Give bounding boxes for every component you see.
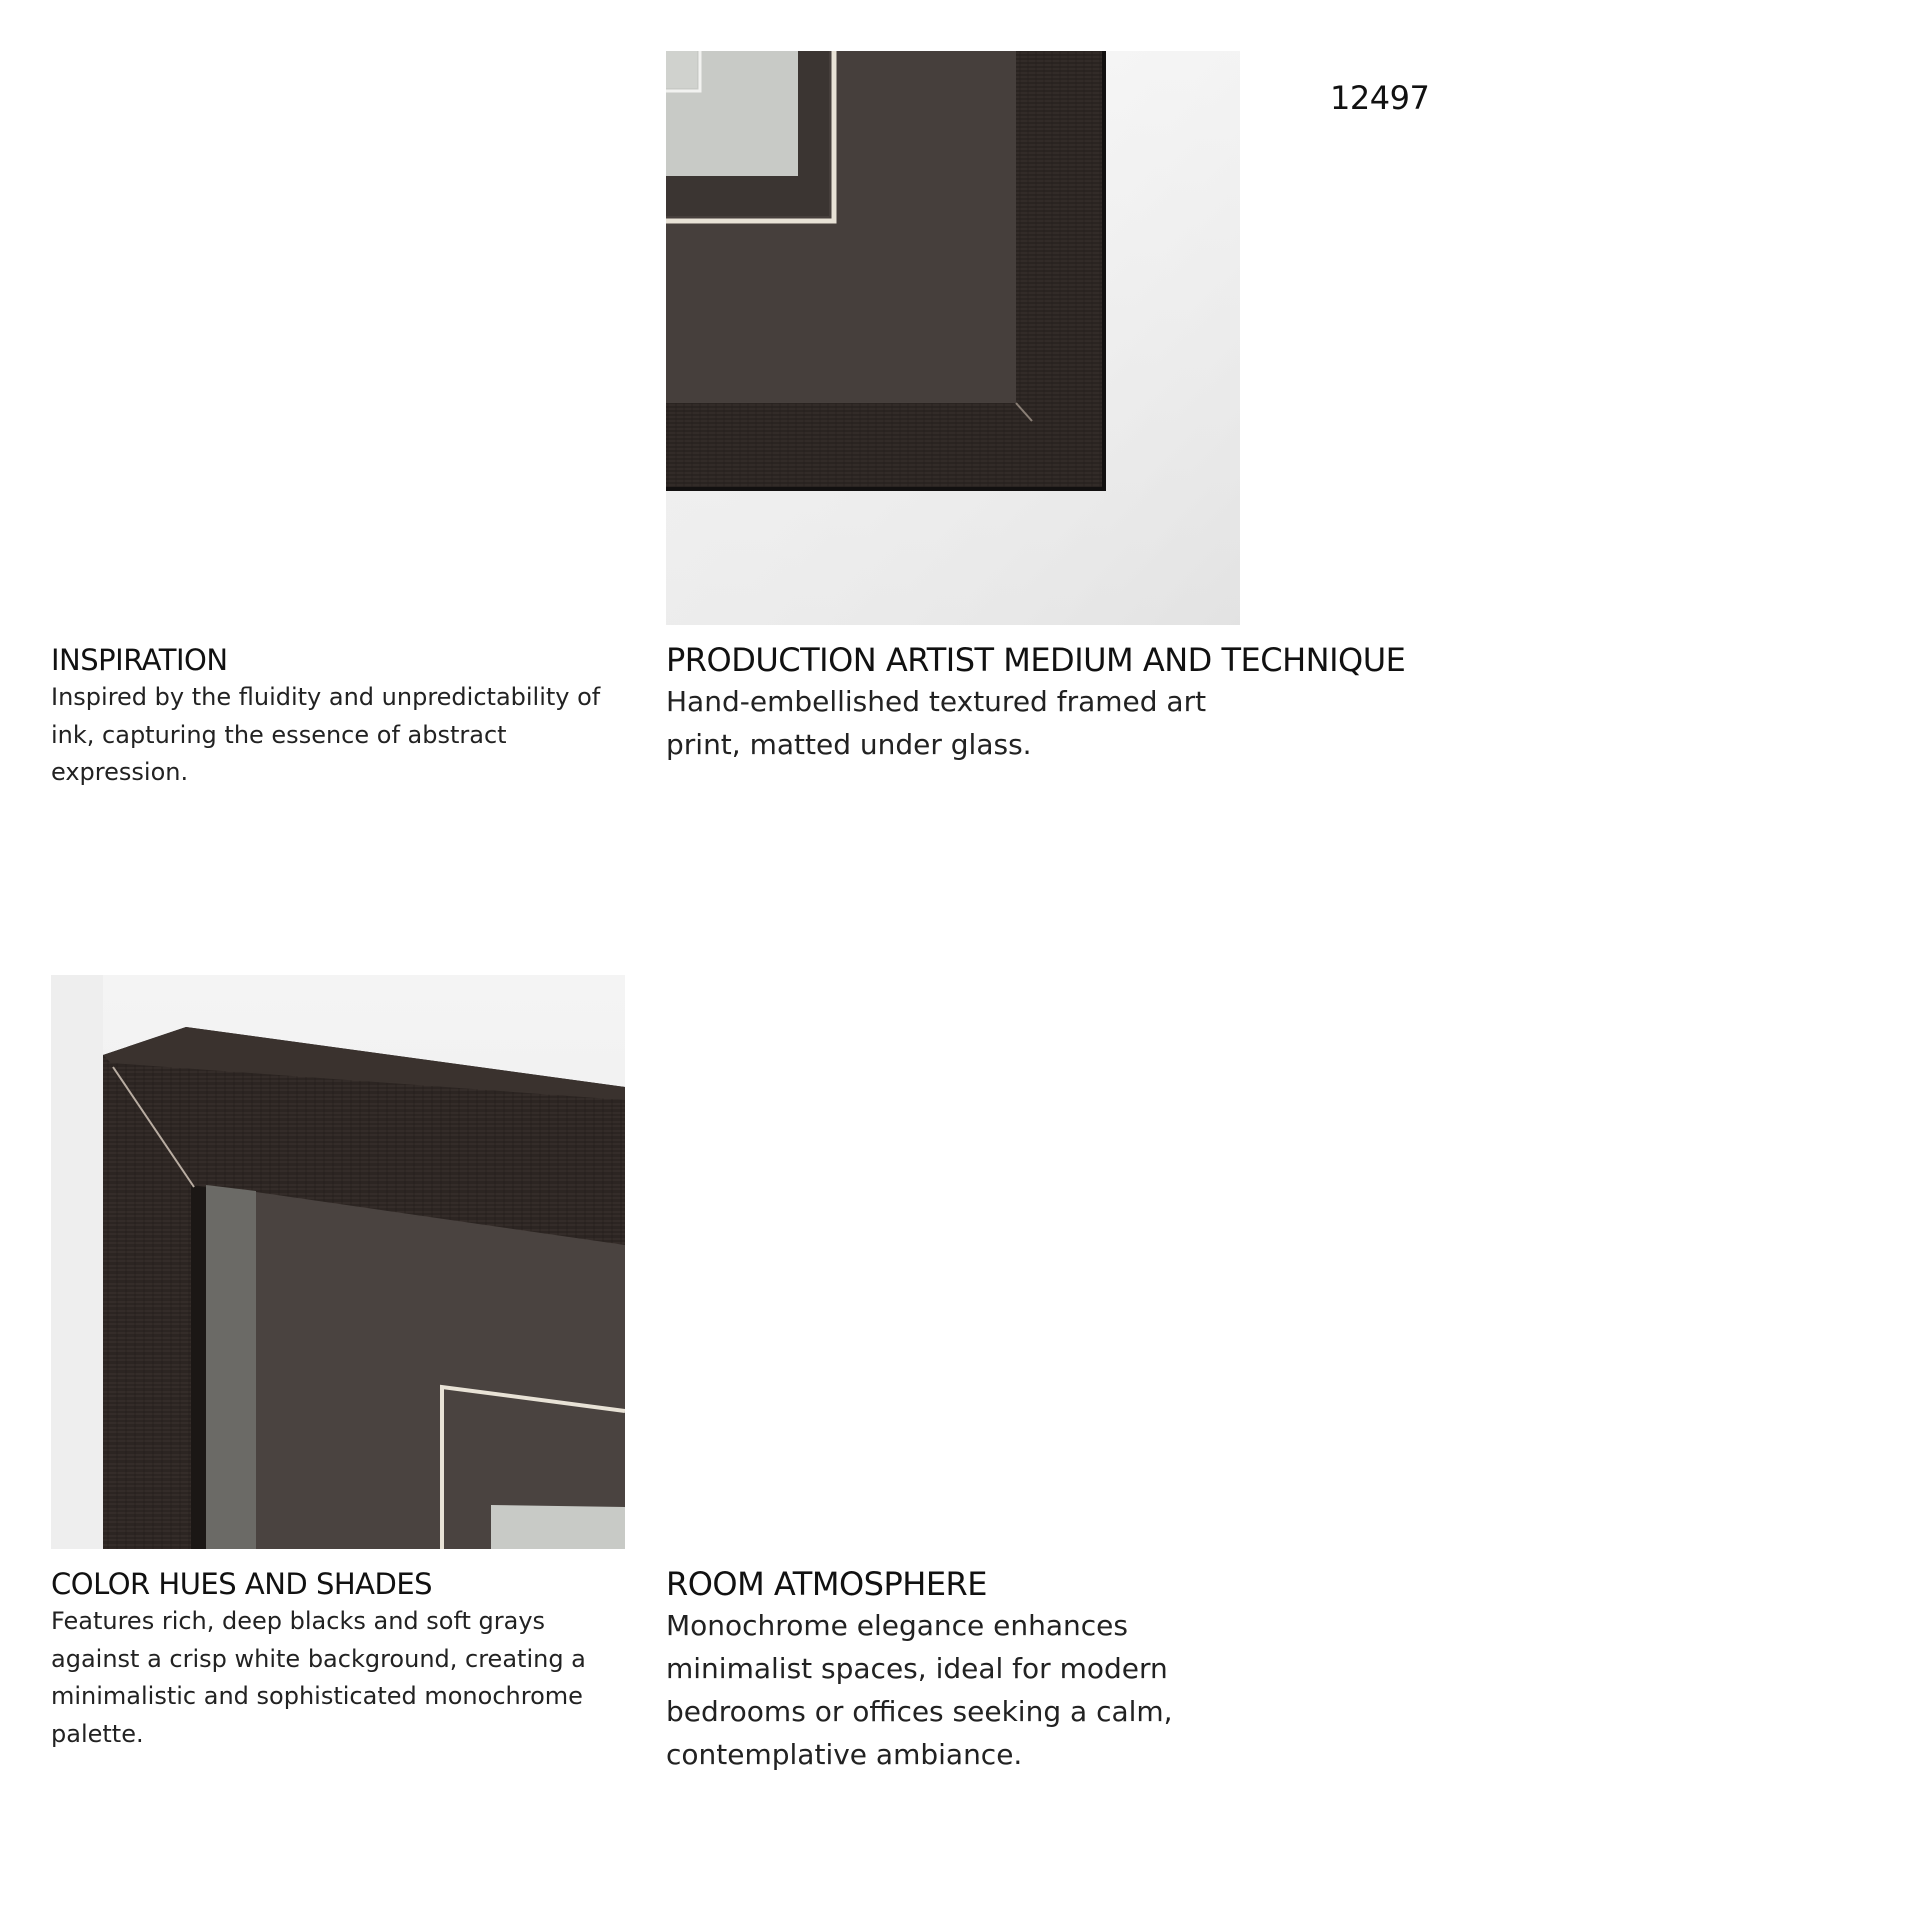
color-section bbox=[51, 1565, 641, 1753]
frame-corner-photo-top bbox=[666, 51, 1240, 625]
production-heading: PRODUCTION ARTIST MEDIUM AND TECHNIQUE bbox=[666, 641, 1406, 679]
product-id: 12497 bbox=[1330, 79, 1430, 117]
production-section bbox=[666, 640, 1526, 766]
production-body: Hand-embellished textured framed art print, matted under glass. bbox=[666, 685, 1207, 761]
color-body: Features rich, deep blacks and soft grays against a crisp white background, creating a minimalistic and sophisticated monochrome palette. bbox=[51, 1607, 586, 1748]
room-body: Monochrome elegance enhances minimalist spaces, ideal for modern bedrooms or offices seeking a calm, contemplative ambiance. bbox=[666, 1609, 1173, 1771]
color-heading: COLOR HUES AND SHADES bbox=[51, 1567, 433, 1601]
inspiration-body: Inspired by the fluidity and unpredictability of ink, capturing the essence of abstract expression. bbox=[51, 683, 601, 786]
frame-angle-illustration bbox=[51, 975, 625, 1549]
frame-corner-photo-bottom bbox=[51, 975, 625, 1549]
inspiration-section bbox=[51, 641, 641, 792]
room-heading: ROOM ATMOSPHERE bbox=[666, 1565, 987, 1603]
inspiration-heading: INSPIRATION bbox=[51, 643, 228, 677]
frame-corner-illustration bbox=[666, 51, 1240, 625]
room-section bbox=[666, 1564, 1286, 1776]
